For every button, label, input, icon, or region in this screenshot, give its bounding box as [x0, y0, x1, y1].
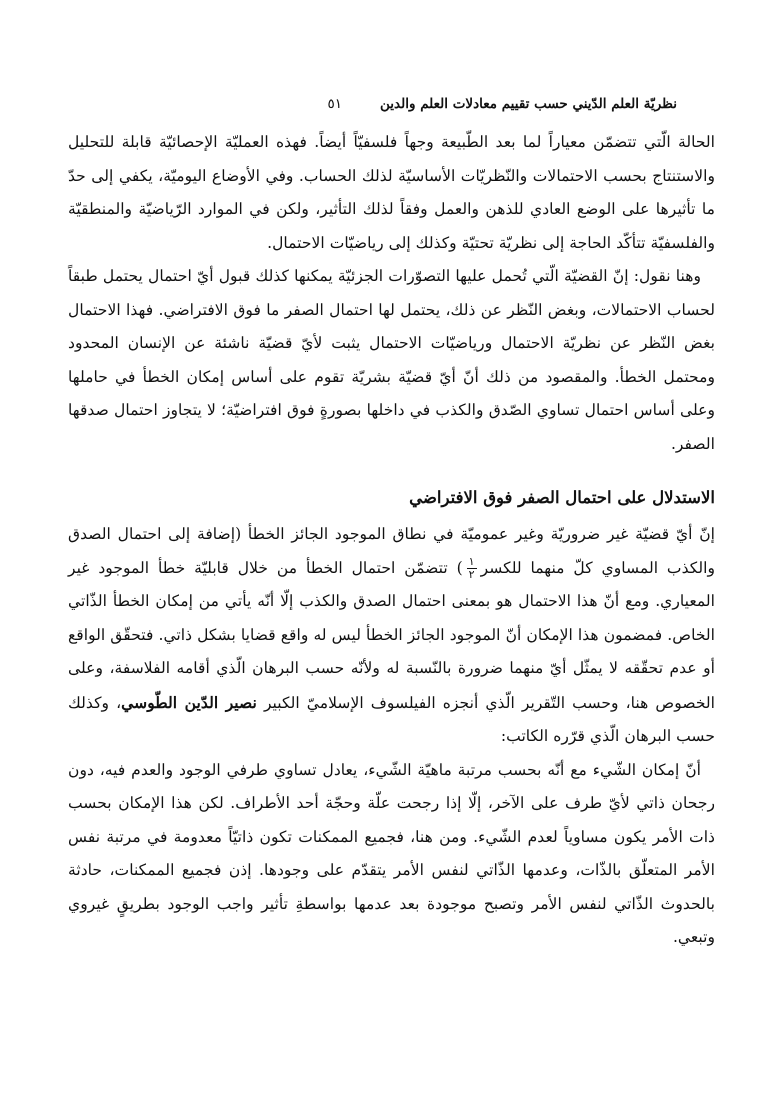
fraction-one-half — [467, 556, 477, 581]
paragraph-3-end: ، وكذلك حسب البرهان الّذي قرّره الكاتب: — [68, 693, 715, 745]
philosopher-name: نصير الدّين الطّوسي — [121, 692, 257, 712]
running-header-title: نظريّة العلم الدّيني حسب تقييم معادلات العلم والدين — [379, 96, 677, 112]
body-text — [68, 126, 715, 955]
paragraph-2: وهنا نقول: إنّ القضيّة الّتي تُحمل عليها التصوّرات الجزئيّة يمكنها كذلك قبول أيّ احتمال يحتمل طبقاً لحساب الاحتمالات، وبغض النّظر عن ذلك، يحتمل لها احتمال الصفر ما فوق الافتراضي. فهذا الاحتمال بغض النّظر عن نظريّة الاحتمال ورياضيّات الاحتمال يثبت لأيّ قضيّة ناشئة عن الإنسان المحدود ومحتمل الخطأ. والمقصود من ذلك أنّ أيّ قضيّة بشريّة تقوم على أساس إمكان الخطأ في حاملها وعلى أساس احتمال تساوي الصّدق والكذب في داخلها بصورةٍ فوق افتراضيّة؛ لا يتجاوز احتمال صدقها الصفر. — [68, 267, 715, 453]
paragraph-1: الحالة الّتي تتضمّن معياراً لما بعد الطّبيعة وجهاً فلسفيّاً أيضاً. فهذه العمليّة الإحصائيّة قابلة للتحليل والاستنتاج بحسب الاحتمالات والنّظريّات الأساسيّة لذلك الحساب. وفي الأوضاع اليوميّة، يكفي إلى حدّ ما تأثيرها على الوضع العادي للذهن والعمل وفقاً لذلك التأثير، ولكن في الموارد الرّياضيّة والمنطقيّة والفلسفيّة تتأكّد الحاجة إلى نظريّة تحتيّة وكذلك إلى رياضيّات الاحتمال. — [68, 133, 715, 252]
paragraph-3-start: إنّ أيّ قضيّة غير ضروريّة وغير عموميّة في نطاق الموجود الجائز الخطأ (إضافة إلى احتمال الصدق والكذب المساوي كلّ منهما للكسر — [68, 525, 716, 577]
fraction-numerator: ١ — [468, 555, 475, 568]
section-heading: الاستدلال على احتمال الصفر فوق الافتراضي — [409, 488, 715, 507]
page-number: ٥١ — [327, 96, 342, 112]
paragraph-3-middle: ) تتضمّن احتمال الخطأ من خلال قابليّة خطأ الموجود غير المعياري. ومع أنّ هذا الاحتمال هو بمعنى احتمال الصدق والكذب إلّا أنّه يأتي من إمكان الخطأ الذّاتي الخاص. فمضمون هذا الإمكان أنّ الموجود الجائز الخطأ ليس له واقع قضايا بشكل ذاتي. فتحقّق الواقع أو عدم تحقّقه لا يمثّل أيّ منهما ضرورة بالنّسبة له ولأنّه حسب البرهان الّذي أقامه الفلاسفة، وعلى الخصوص هنا، وحسب التّقرير الّذي أنجزه الفيلسوف الإسلاميّ الكبير — [68, 558, 715, 712]
paragraph-4: أنّ إمكان الشّيء مع أنّه بحسب مرتبة ماهيّة الشّيء، يعادل تساوي طرفي الوجود والعدم فيه، دون رجحان ذاتي لأيّ طرف على الآخر، إلّا إذا رجحت علّة وحجّة أحد الأطراف. لكن هذا الإمكان بحسب ذات الأمر يكون مساوياً لعدم الشّيء. ومن هنا، فجميع الممكنات تكون ذاتيّاً معدومة في مرتبة نفس الأمر المتعلّق بالذّات، وعدمها الذّاتي لنفس الأمر يتقدّم على وجودها. إذن فجميع الممكنات، حادثة بالحدوث الذّاتي لنفس الأمر وتصبح موجودة بعد عدمها بواسطةِ تأثير واجب الوجود بطريقٍ غيروي وتبعي. — [68, 760, 715, 946]
paragraph-3 — [68, 518, 715, 754]
fraction-denominator: ٢ — [468, 568, 475, 581]
running-header — [100, 93, 677, 115]
